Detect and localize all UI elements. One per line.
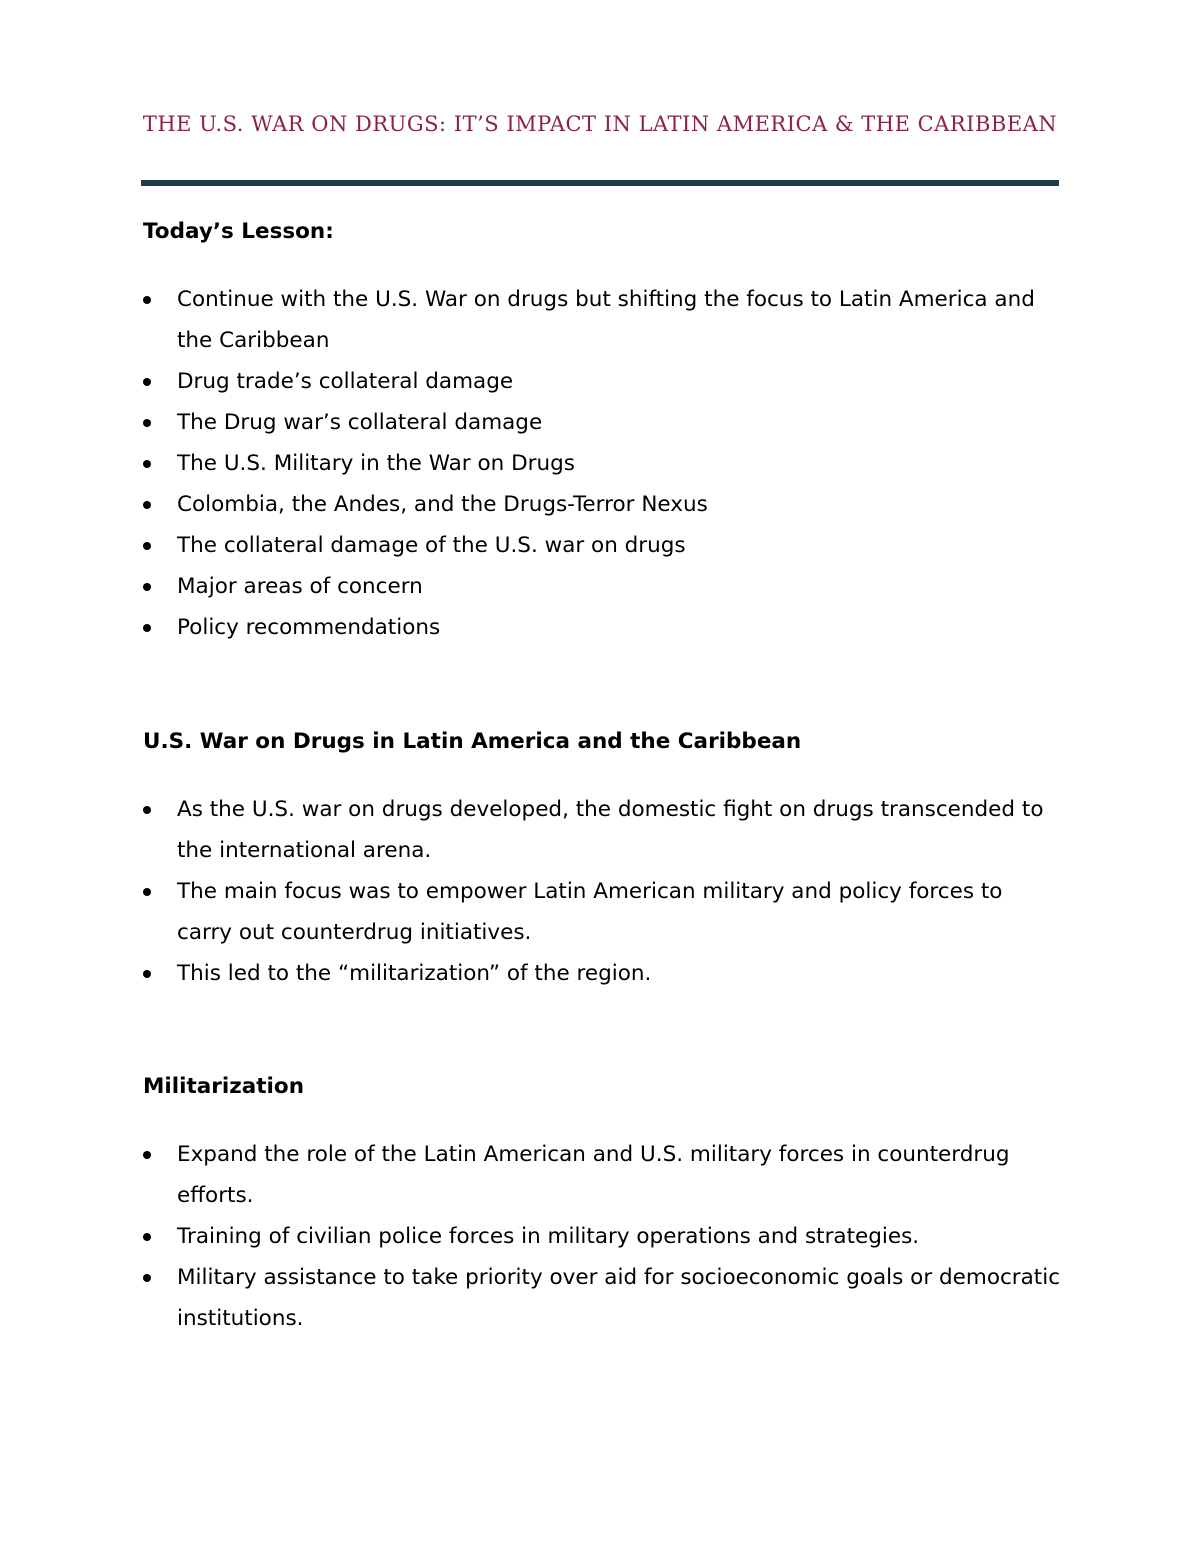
list-item (143, 1216, 1063, 1257)
bullet-icon (143, 970, 151, 978)
list-item (143, 525, 1063, 566)
list-item (143, 871, 1063, 953)
title-divider (141, 180, 1059, 186)
bullet-list (143, 1134, 1063, 1339)
list-item (143, 484, 1063, 525)
list-item-text: The collateral damage of the U.S. war on drugs (177, 533, 686, 558)
list-item (143, 443, 1063, 484)
list-item-text: Continue with the U.S. War on drugs but shifting the focus to Latin America and the Caribbean (177, 287, 1035, 353)
section-war-on-drugs-latin-america (143, 728, 1063, 994)
section-heading: Militarization (143, 1074, 305, 1099)
list-item (143, 361, 1063, 402)
list-item-text: Expand the role of the Latin American and U.S. military forces in counterdrug efforts. (177, 1142, 1010, 1208)
bullet-icon (143, 460, 151, 468)
document-title: THE U.S. WAR ON DRUGS: IT’S IMPACT IN LATIN AMERICA & THE CARIBBEAN (142, 112, 1058, 136)
list-item-text: Colombia, the Andes, and the Drugs-Terror Nexus (177, 492, 708, 517)
bullet-icon (143, 1151, 151, 1159)
list-item (143, 953, 1063, 994)
list-item-text: Training of civilian police forces in military operations and strategies. (177, 1224, 920, 1249)
list-item (143, 789, 1063, 871)
bullet-icon (143, 378, 151, 386)
section-militarization (143, 1073, 1063, 1339)
list-item-text: Major areas of concern (177, 574, 423, 599)
bullet-icon (143, 419, 151, 427)
bullet-icon (143, 296, 151, 304)
bullet-icon (143, 501, 151, 509)
list-item-text: As the U.S. war on drugs developed, the domestic fight on drugs transcended to the international arena. (177, 797, 1044, 863)
list-item (143, 402, 1063, 443)
section-heading: Today’s Lesson: (143, 219, 334, 244)
list-item-text: This led to the “militarization” of the region. (177, 961, 652, 986)
section-heading: U.S. War on Drugs in Latin America and the Caribbean (143, 729, 802, 754)
list-item (143, 607, 1063, 648)
list-item (143, 1134, 1063, 1216)
list-item (143, 1257, 1063, 1339)
list-item-text: Military assistance to take priority over aid for socioeconomic goals or democratic institutions. (177, 1265, 1061, 1331)
bullet-list (143, 279, 1063, 648)
list-item-text: Drug trade’s collateral damage (177, 369, 514, 394)
list-item (143, 566, 1063, 607)
list-item-text: Policy recommendations (177, 615, 441, 640)
bullet-icon (143, 888, 151, 896)
bullet-icon (143, 542, 151, 550)
list-item-text: The Drug war’s collateral damage (177, 410, 543, 435)
bullet-icon (143, 806, 151, 814)
bullet-list (143, 789, 1063, 994)
section-todays-lesson (143, 218, 1063, 648)
list-item-text: The main focus was to empower Latin American military and policy forces to carry out counterdrug initiatives. (177, 879, 1003, 945)
list-item (143, 279, 1063, 361)
bullet-icon (143, 1233, 151, 1241)
bullet-icon (143, 624, 151, 632)
list-item-text: The U.S. Military in the War on Drugs (177, 451, 575, 476)
bullet-icon (143, 583, 151, 591)
bullet-icon (143, 1274, 151, 1282)
